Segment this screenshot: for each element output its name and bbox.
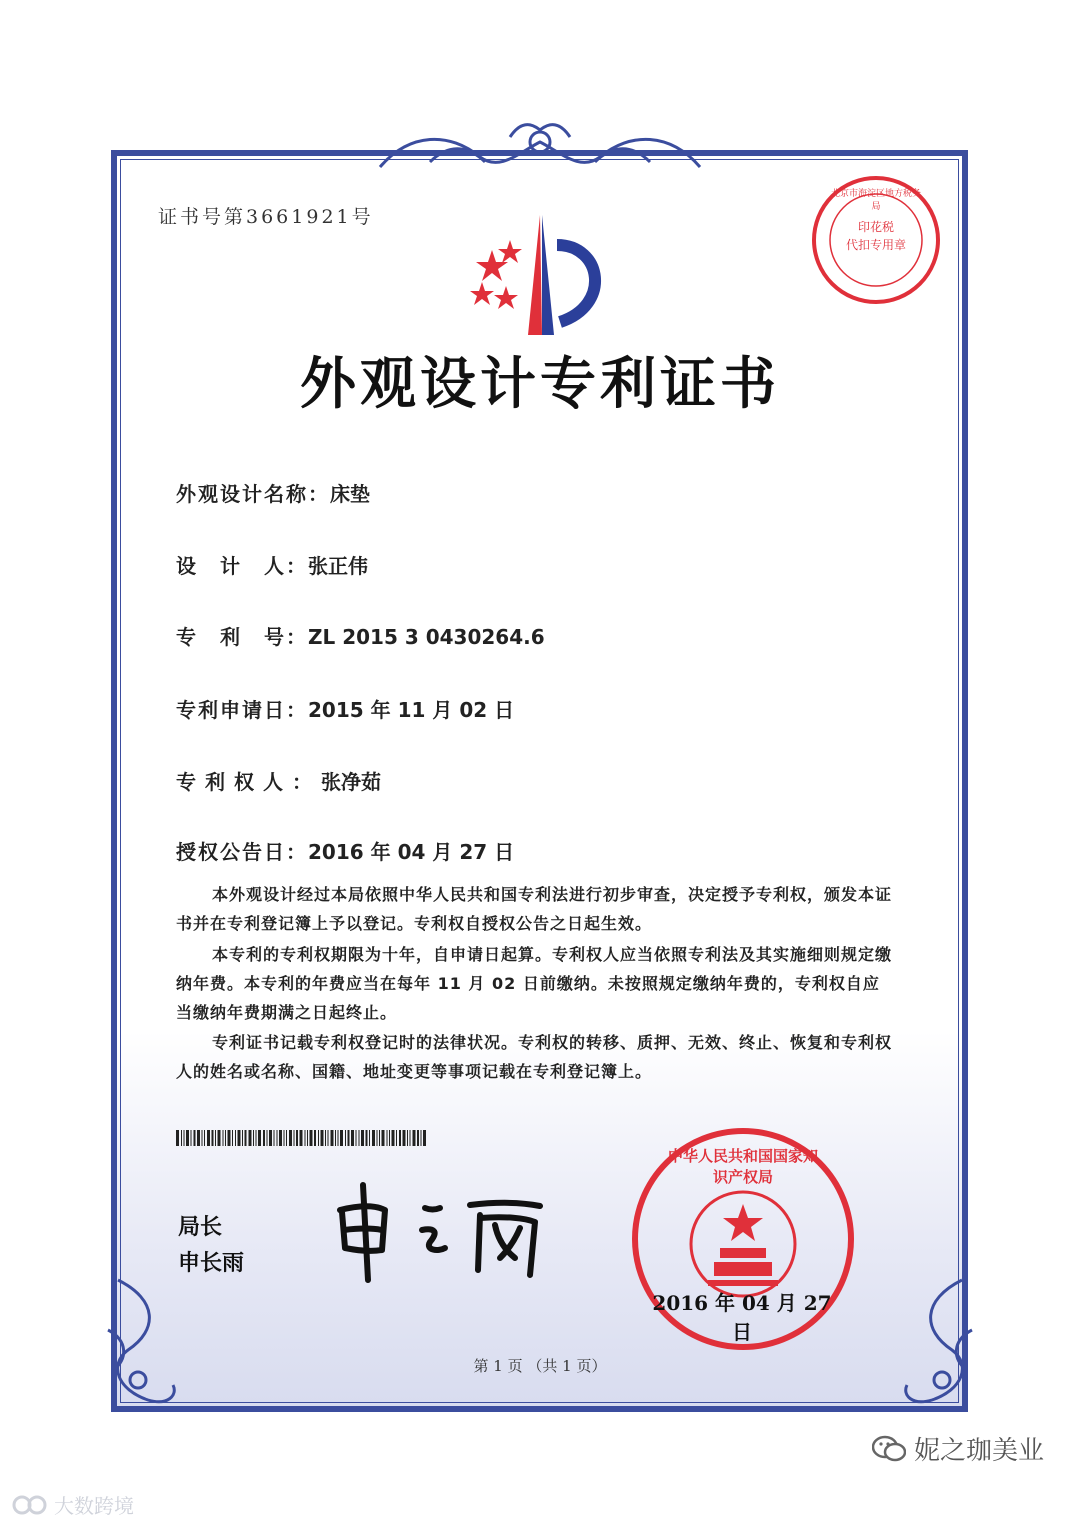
- tax-stamp-line2: 代扣专用章: [845, 238, 906, 252]
- watermark-right: [872, 1430, 1044, 1467]
- field-patent-number: [176, 621, 545, 650]
- paragraph-legal-status: 专利证书记载专利权登记时的法律状况。专利权的转移、质押、无效、终止、恢复和专利权人的姓名或名称、国籍、地址变更等事项记载在专利登记簿上。: [176, 1033, 893, 1081]
- barcode-icon: [176, 1130, 426, 1146]
- field-value: 床垫: [330, 482, 370, 506]
- director-name: 申长雨: [178, 1251, 245, 1276]
- field-label: 专 利 号：: [176, 625, 308, 649]
- field-designer: [176, 550, 368, 579]
- watermark-left: [12, 1490, 134, 1519]
- bottom-right-ornament-icon: [892, 1270, 982, 1420]
- field-value: 张正伟: [308, 554, 368, 578]
- tax-stamp-ring-text: 北京市海淀区地方税务局: [830, 189, 921, 212]
- field-label: 专利申请日：: [176, 698, 308, 722]
- director-title: 局长: [178, 1215, 223, 1240]
- bottom-left-ornament-icon: [98, 1270, 188, 1420]
- certificate-number: 证书号第3661921号: [158, 206, 374, 228]
- director-signature-icon: [330, 1180, 550, 1290]
- tax-stamp-text: [808, 218, 944, 254]
- field-label: 外观设计名称：: [176, 482, 330, 506]
- tax-stamp-line1: 印花税: [857, 220, 894, 234]
- patent-office-logo-icon: [462, 210, 622, 340]
- field-label: 设 计 人：: [176, 554, 308, 578]
- field-value: 2016 年 04 月 27 日: [308, 840, 515, 864]
- paragraph-term: 本专利的专利权期限为十年，自申请日起算。专利权人应当依照专利法及其实施细则规定缴纳年费。本专利的年费应当在每年 11 月 02 日前缴纳。未按照规定缴纳年费的，专利权自应当缴纳年费期满之日起终止。: [176, 945, 893, 1022]
- page-number: 第 1 页 （共 1 页）: [473, 1357, 607, 1375]
- field-application-date: [176, 694, 514, 723]
- watermark-right-text: 妮之珈美业: [914, 1436, 1045, 1466]
- wechat-icon: [872, 1435, 906, 1463]
- field-design-name: [176, 478, 370, 507]
- watermark-logo-icon: [12, 1494, 48, 1516]
- official-seal-ring-text: 中华人民共和国国家知识产权局: [668, 1147, 819, 1186]
- field-label: 专利权人：: [176, 770, 321, 794]
- field-value: 2015 年 11 月 02 日: [308, 698, 515, 722]
- watermark-left-text: 大数跨境: [54, 1494, 134, 1518]
- paragraph-grant: 本外观设计经过本局依照中华人民共和国专利法进行初步审查，决定授予专利权，颁发本证书并在专利登记簿上予以登记。专利权自授权公告之日起生效。: [176, 885, 893, 933]
- field-value: 张净茹: [321, 770, 381, 794]
- top-ornament-icon: [370, 122, 710, 182]
- field-grant-date: [176, 836, 514, 865]
- field-patentee: [176, 766, 381, 795]
- field-value: ZL 2015 3 0430264.6: [308, 625, 545, 649]
- field-label: 授权公告日：: [176, 840, 308, 864]
- certificate-title: 外观设计专利证书: [300, 351, 780, 417]
- seal-date: 2016 年 04 月 27 日: [652, 1291, 832, 1344]
